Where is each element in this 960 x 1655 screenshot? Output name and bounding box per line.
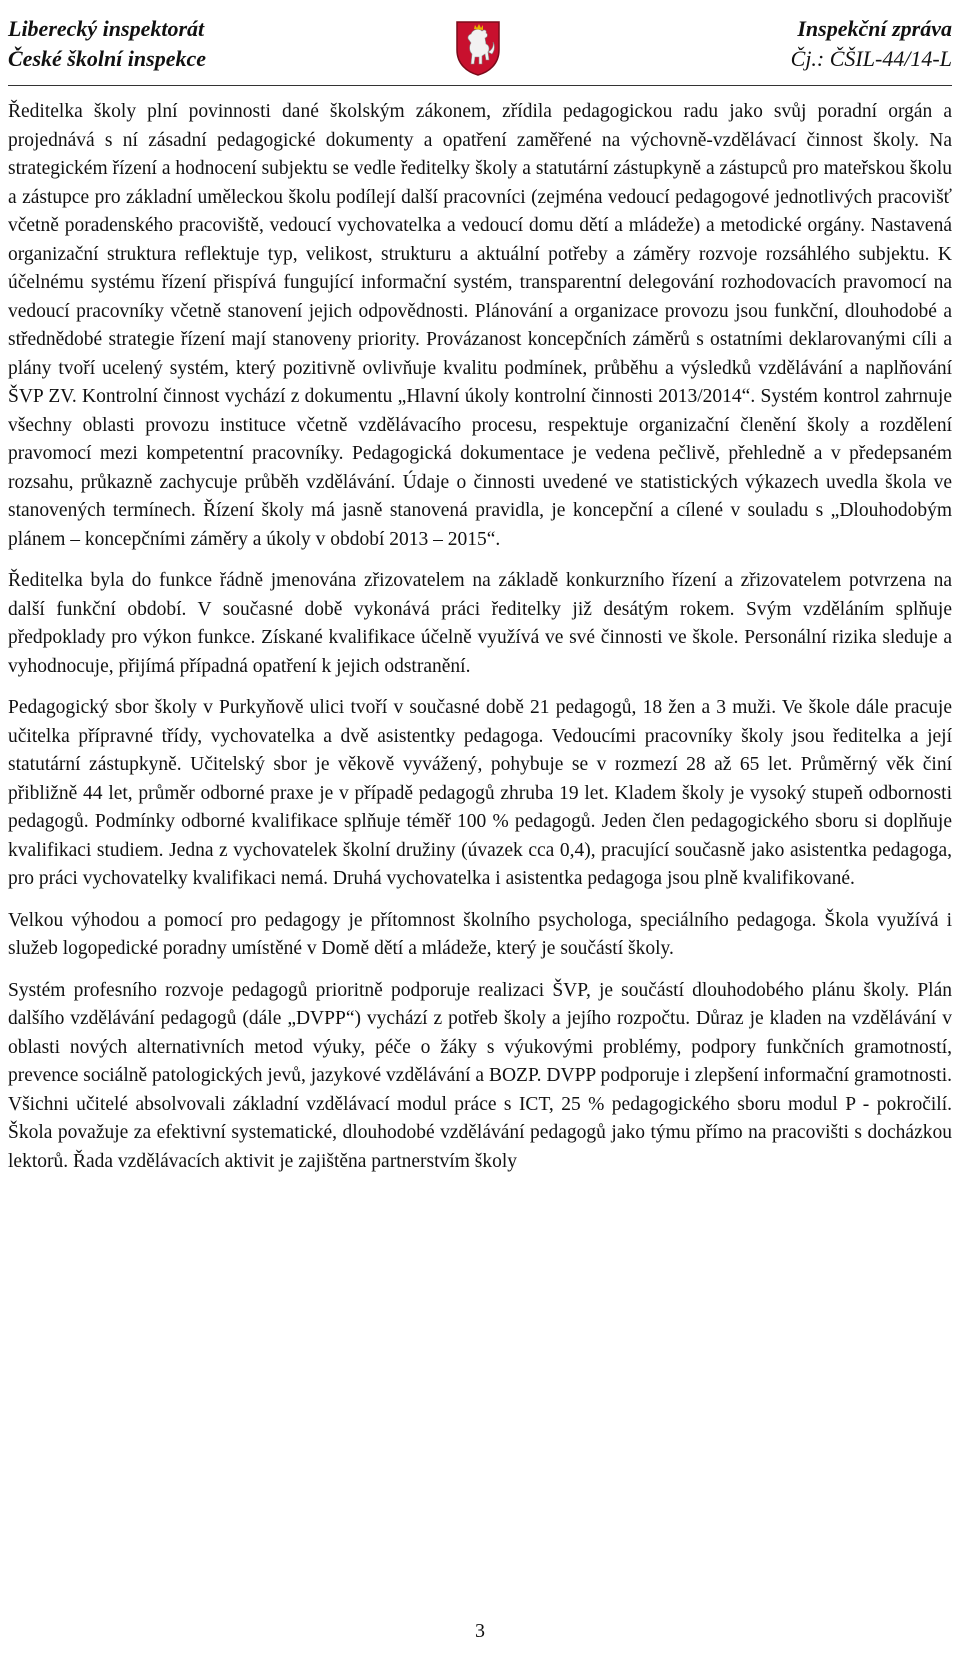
page-header	[8, 14, 952, 84]
header-divider	[8, 85, 952, 86]
paragraph-professional-development: Systém profesního rozvoje pedagogů prioritně podporuje realizaci ŠVP, je součástí dlouhodobého plánu školy. Plán dalšího vzdělávání pedagogů (dále „DVPP“) vychází z potřeb školy a jejího rozpočtu. Důraz je kladen na vzdělávání v oblasti nových alternativních metod výuky, péče o žáky s výukovými problémy, podpory funkčních gramotností, prevence sociálně patologických jevů, jazykové vzdělávání a BOZP. DVPP podporuje i zlepšení informační gramotnosti. Všichni učitelé absolvovali základní vzdělávací modul práce s ICT, 25 % pedagogického sboru modul P - pokročilí. Škola považuje za efektivní systematické, dlouhodobé vzdělávání pedagogů jako týmu přímo na pracovišti s docházkou lektorů. Řada vzdělávacích aktivit je zajištěna partnerstvím školy	[8, 979, 952, 1172]
header-right-line2: Čj.: ČŠIL-44/14-L	[790, 46, 952, 71]
paragraph-support-staff: Velkou výhodou a pomocí pro pedagogy je přítomnost školního psychologa, speciálního pedagoga. Škola využívá i služeb logopedické poradny umístěné v Domě dětí a mládeže, který je součástí školy.	[8, 909, 952, 959]
header-left-line1: Liberecký inspektorát	[8, 16, 205, 41]
paragraph-management: Ředitelka školy plní povinnosti dané školským zákonem, zřídila pedagogickou radu jako svůj poradní orgán a projednává s ní zásadní pedagogické dokumenty a opatření zaměřené na výchovně-vzdělávací činnost školy. Na strategickém řízení a hodnocení subjektu se vedle ředitelky školy a statutární zástupkyně a zástupců pro mateřskou školu a zástupce pro základní uměleckou školu podílejí další pracovníci (zejména vedoucí pedagogové jednotlivých pracovišť včetně poradenského pracoviště, vedoucí vychovatelka a vedoucí domu dětí a mládeže) a metodické orgány. Nastavená organizační struktura reflektuje typ, velikost, strukturu a aktuální potřeby a záměry rozvoje rozsáhlého subjektu. K účelnému systému řízení přispívá fungující informační systém, transparentní delegování rozhodovacích pravomocí na vedoucí pracovníky včetně stanovení jejich odpovědnosti. Plánování a organizace provozu jsou funkční, dlouhodobé a střednědobé strategie řízení mají stanoveny priority. Provázanost koncepčních záměrů s ostatními deklarovanými cíli a plány tvoří ucelený systém, který pozitivně ovlivňuje kvalitu podmínek, průběhu a výsledků vzdělávání a naplňování ŠVP ZV. Kontrolní činnost vychází z dokumentu „Hlavní úkoly kontrolní činnosti 2013/2014“. Systém kontrol zahrnuje všechny oblasti provozu instituce včetně vzdělávacího procesu, respektuje organizační členění školy a rozdělení pravomocí mezi kompetentní pracovníky. Pedagogická dokumentace je vedena pečlivě, přehledně a v předepsaném rozsahu, průkazně zachycuje průběh vzdělávání. Údaje o činnosti uvedené ve statistických výkazech uvedla škola ve stanovených termínech. Řízení školy má jasně stanovená pravidla, je koncepční a cílené v souladu s „Dlouhodobým plánem – koncepčními záměry a úkoly v období 2013 – 2015“.	[8, 101, 952, 550]
czech-lion-coat-of-arms-icon	[455, 20, 501, 76]
paragraph-teaching-staff: Pedagogický sbor školy v Purkyňově ulici tvoří v současné době 21 pedagogů, 18 žen a 3 muži. Ve škole dále pracuje učitelka přípravné třídy, vychovatelka a dvě asistentky pedagoga. Vedoucími pracovníky školy jsou ředitelka a její statutární zástupkyně. Učitelský sbor je věkově vyvážený, pohybuje se v rozmezí 28 až 65 let. Průměrný věk činí přibližně 44 let, průměr odborné praxe je v případě pedagogů zhruba 19 let. Kladem školy je vysoký stupeň odbornosti pedagogů. Podmínky odborné kvalifikace splňuje téměř 100 % pedagogů. Jeden člen pedagogického sboru si doplňuje kvalifikaci studiem. Jedna z vychovatelek školní družiny (úvazek cca 0,4), pracující současně jako asistentka pedagoga, pro práci vychovatelky kvalifikaci nemá. Druhá vychovatelka i asistentka pedagoga jsou plně kvalifikované.	[8, 697, 952, 889]
report-identification	[791, 14, 952, 74]
report-body	[8, 98, 952, 1189]
page-number: 3	[475, 1620, 485, 1642]
header-right-line1: Inspekční zpráva	[797, 16, 952, 41]
header-left-line2: České školní inspekce	[8, 46, 206, 71]
inspectorate-name	[8, 14, 206, 74]
paragraph-director: Ředitelka byla do funkce řádně jmenována zřizovatelem na základě konkurzního řízení a zřizovatelem potvrzena na další funkční období. V současné době vykonává práci ředitelky již desátým rokem. Svým vzděláním splňuje předpoklady pro výkon funkce. Získané kvalifikace účelně využívá ve své činnosti ve škole. Personální rizika sleduje a vyhodnocuje, přijímá případná opatření k jejich odstranění.	[8, 570, 952, 677]
